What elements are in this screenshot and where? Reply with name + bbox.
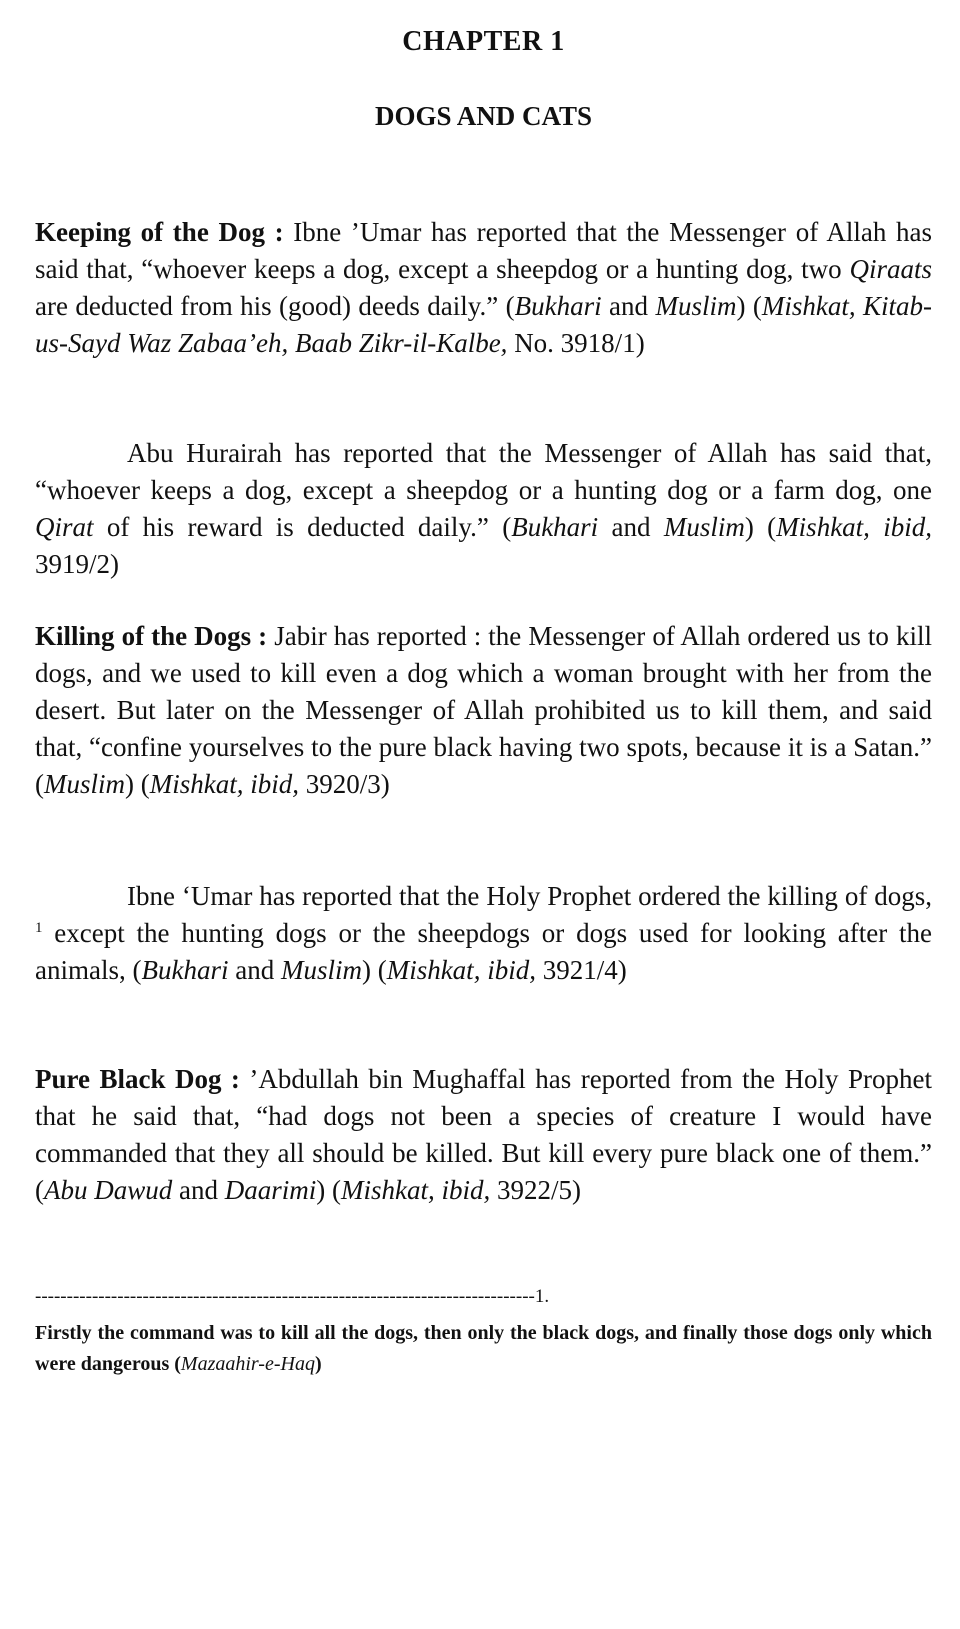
paragraph-ibne-umar xyxy=(35,878,932,989)
text: ) ( xyxy=(125,769,150,799)
text: are deducted from his (good) deeds daily.” ( xyxy=(35,291,515,321)
text: No. 3918/1) xyxy=(507,328,645,358)
italic-text: Qiraats xyxy=(849,254,932,284)
text: ) ( xyxy=(736,291,762,321)
paragraph-lead: Killing of the Dogs : xyxy=(35,621,268,651)
text: Firstly the command was to kill all the dogs, then only the black dogs, and finally those dogs only which were dangerous ( xyxy=(35,1322,932,1375)
paragraph-lead: Keeping of the Dog : xyxy=(35,217,284,247)
section-title: DOGS AND CATS xyxy=(374,101,593,131)
paragraph-abu-hurairah xyxy=(35,435,932,583)
footnote-text xyxy=(35,1318,932,1380)
text: and xyxy=(172,1175,225,1205)
italic-text: Daarimi xyxy=(224,1175,317,1205)
italic-text: Muslim xyxy=(280,955,362,985)
italic-text: Bukhari xyxy=(514,291,602,321)
italic-text: Mishkat, ibid, xyxy=(776,512,933,542)
text: 3921/4) xyxy=(535,955,627,985)
text: ) xyxy=(314,1353,322,1375)
italic-text: Mazaahir-e-Haq xyxy=(180,1353,315,1375)
text: and xyxy=(598,512,664,542)
paragraph-keeping-of-dog xyxy=(35,214,932,362)
italic-text: Qirat xyxy=(35,512,94,542)
paragraph-pure-black-dog xyxy=(35,1061,932,1209)
text: Abu Hurairah has reported that the Messenger of Allah has said that, “whoever keeps a dog, except a sheepdog or a hunting dog or a farm dog, one xyxy=(35,438,932,505)
footnote-marker: 1 xyxy=(35,920,43,936)
text: ) ( xyxy=(316,1175,341,1205)
paragraph-lead: Pure Black Dog : xyxy=(35,1064,240,1094)
italic-text: Abu Dawud xyxy=(44,1175,173,1205)
text: Jabir has reported : the Messenger of Allah ordered us to kill dogs, and we used to kill even a dog which a woman brought with her from the desert. But later on the Messenger of Allah prohibited us to kill them, and said that, “confine yourselves to the pure black having two spots, because it is a Satan.” ( xyxy=(35,621,932,799)
text: Ibne ’Umar has reported that the Messenger of Allah has said that, “whoever keeps a dog, except a sheepdog or a hunting dog, two xyxy=(35,217,932,284)
text: 3919/2) xyxy=(35,549,119,579)
footnote-divider: -------------------------------------------------------------------------------1. xyxy=(35,1286,550,1307)
text: 3922/5) xyxy=(490,1175,581,1205)
text: and xyxy=(228,955,281,985)
text: ) ( xyxy=(361,955,387,985)
italic-text: Muslim xyxy=(44,769,125,799)
italic-text: Muslim xyxy=(655,291,737,321)
text: and xyxy=(601,291,656,321)
text: ) ( xyxy=(744,512,777,542)
italic-text: Muslim xyxy=(663,512,745,542)
text: 3920/3) xyxy=(298,769,390,799)
paragraph-killing-of-dogs xyxy=(35,618,932,803)
italic-text: Mishkat, ibid, xyxy=(149,769,299,799)
italic-text: Mishkat, ibid, xyxy=(340,1175,491,1205)
italic-text: Mishkat, Kitab-us-Sayd Waz Zabaa’eh, Baab Zikr-il-Kalbe, xyxy=(35,291,932,358)
text: of his reward is deducted daily.” ( xyxy=(93,512,512,542)
italic-text: Bukhari xyxy=(141,955,229,985)
text: Ibne ‘Umar has reported that the Holy Prophet ordered the killing of dogs, xyxy=(127,881,932,911)
text: ’Abdullah bin Mughaffal has reported from the Holy Prophet that he said that, “had dogs not been a species of creature I would have commanded that they all should be killed. But kill every pure black one of them.” ( xyxy=(35,1064,932,1205)
italic-text: Mishkat, ibid, xyxy=(386,955,536,985)
chapter-heading: CHAPTER 1 xyxy=(402,26,565,57)
italic-text: Bukhari xyxy=(511,512,599,542)
text: except the hunting dogs or the sheepdogs or dogs used for looking after the animals, ( xyxy=(35,918,932,985)
